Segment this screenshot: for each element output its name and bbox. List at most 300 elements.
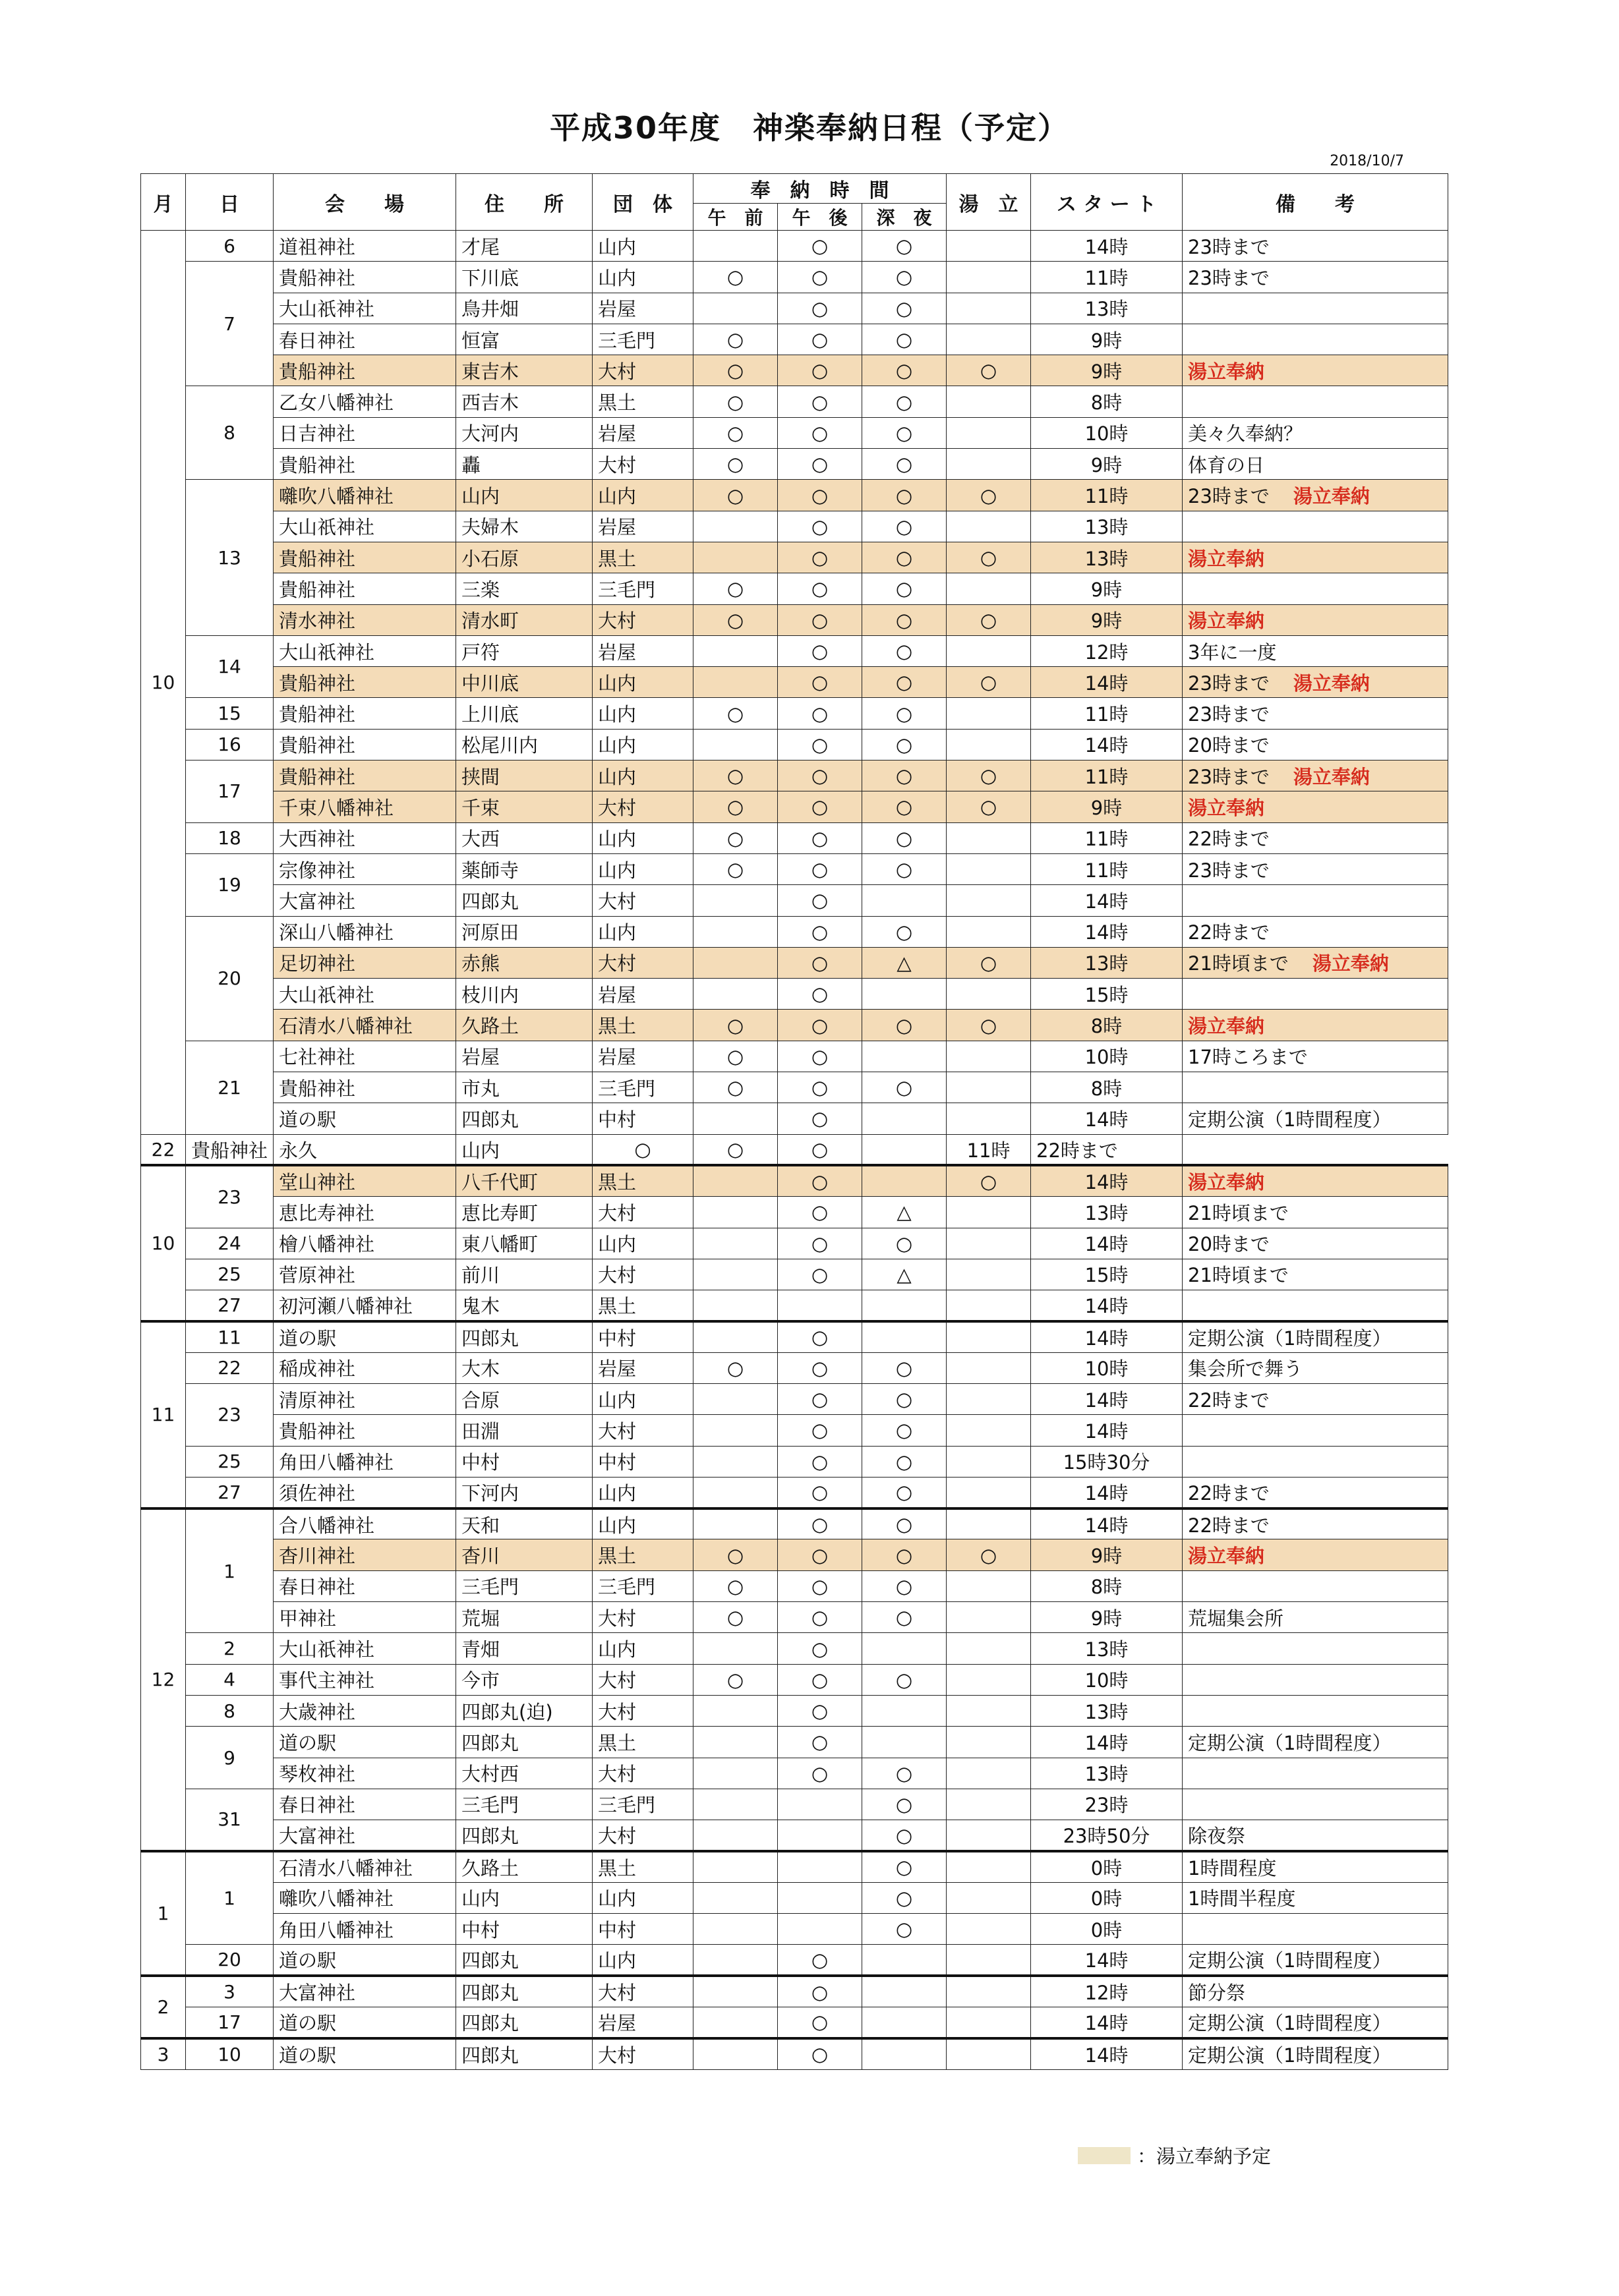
am-mark [693, 635, 778, 666]
night-mark: ○ [862, 1446, 947, 1477]
venue-cell: 道の駅 [274, 1945, 456, 1976]
night-mark: ○ [862, 604, 947, 635]
group-cell: 山内 [593, 853, 693, 884]
notes-cell [1183, 449, 1448, 480]
yutate-mark [947, 2038, 1031, 2069]
start-time-cell: 13時 [1031, 511, 1183, 542]
pm-mark [778, 1914, 862, 1945]
address-cell: 久路土 [456, 1010, 593, 1041]
day-cell: 9 [186, 1727, 274, 1789]
notes-cell [1183, 761, 1448, 791]
group-cell: 黒土 [593, 1727, 693, 1758]
notes-text: 節分祭 [1188, 1982, 1246, 2005]
start-time-cell: 9時 [1031, 1539, 1183, 1570]
start-time-cell: 13時 [1031, 1633, 1183, 1664]
group-cell: 山内 [593, 1945, 693, 1976]
night-mark: ○ [862, 1477, 947, 1508]
notes-text: 荒堀集会所 [1188, 1607, 1284, 1630]
am-mark [693, 1976, 778, 2007]
yutate-mark [947, 1695, 1031, 1726]
address-cell: 東八幡町 [456, 1228, 593, 1259]
address-cell: 青畑 [456, 1633, 593, 1664]
pm-mark: ○ [778, 916, 862, 947]
venue-cell: 事代主神社 [274, 1664, 456, 1695]
notes-text: 23時まで [1188, 765, 1270, 788]
legend-text: ：湯立奉納予定 [1137, 2145, 1272, 2167]
am-mark: ○ [693, 698, 778, 729]
am-mark [693, 947, 778, 978]
night-mark: ○ [862, 1508, 947, 1539]
day-cell: 17 [186, 2007, 274, 2038]
am-mark [693, 885, 778, 916]
night-mark: ○ [862, 1539, 947, 1570]
am-mark [693, 511, 778, 542]
yutate-mark: ○ [947, 355, 1031, 386]
address-cell: 上川底 [456, 698, 593, 729]
am-mark [693, 1758, 778, 1789]
notes-cell [1183, 1602, 1448, 1633]
yutate-mark [947, 698, 1031, 729]
table-row [141, 1602, 1448, 1633]
yutate-mark [947, 262, 1031, 293]
start-time-cell: 13時 [1031, 542, 1183, 573]
am-mark: ○ [693, 355, 778, 386]
address-cell: 千束 [456, 791, 593, 822]
notes-cell [1183, 1976, 1448, 2007]
day-cell: 19 [186, 853, 274, 916]
notes-cell [1183, 885, 1448, 916]
night-mark [862, 2038, 947, 2069]
yutate-mark [947, 1820, 1031, 1851]
address-cell: 前川 [456, 1259, 593, 1290]
night-mark: ○ [862, 293, 947, 324]
notes-cell [1183, 324, 1448, 355]
group-cell: 大村 [593, 1197, 693, 1228]
address-cell: 三毛門 [456, 1789, 593, 1820]
notes-text: 1時間程度 [1188, 1856, 1277, 1880]
venue-cell: 貴船神社 [274, 698, 456, 729]
venue-cell: 囃吹八幡神社 [274, 1882, 456, 1913]
yutate-mark [947, 1882, 1031, 1913]
group-cell: 山内 [593, 262, 693, 293]
pm-mark: ○ [778, 761, 862, 791]
start-time-cell: 14時 [1031, 1228, 1183, 1259]
day-cell: 31 [186, 1789, 274, 1851]
group-cell: 大村 [593, 449, 693, 480]
notes-cell [1183, 1758, 1448, 1789]
yutate-note: 湯立奉納 [1293, 765, 1370, 788]
notes-text: 23時まで [1188, 266, 1270, 289]
am-mark [693, 1882, 778, 1913]
group-cell: 黒土 [593, 1290, 693, 1321]
notes-text: 定期公演（1時間程度） [1188, 2011, 1392, 2034]
pm-mark: ○ [778, 1633, 862, 1664]
am-mark [693, 1259, 778, 1290]
start-time-cell: 14時 [1031, 2007, 1183, 2038]
night-mark [862, 1633, 947, 1664]
day-cell: 2 [186, 1633, 274, 1664]
yutate-mark [947, 1415, 1031, 1446]
address-cell: 中村 [456, 1914, 593, 1945]
address-cell: 鬼木 [456, 1290, 593, 1321]
group-cell: 山内 [593, 1383, 693, 1414]
start-time-cell: 9時 [1031, 1602, 1183, 1633]
address-cell: 赤熊 [456, 947, 593, 978]
yutate-mark: ○ [947, 761, 1031, 791]
header-start: ス タ ー ト [1031, 174, 1183, 231]
table-row [141, 231, 1448, 262]
day-cell: 15 [186, 698, 274, 729]
notes-cell [1183, 355, 1448, 386]
table-row [141, 667, 1448, 698]
start-time-cell: 14時 [1031, 729, 1183, 760]
pm-mark: ○ [778, 1165, 862, 1196]
venue-cell: 春日神社 [274, 1789, 456, 1820]
start-time-cell: 14時 [1031, 1415, 1183, 1446]
group-cell: 大村 [593, 1415, 693, 1446]
table-row [141, 1820, 1448, 1851]
address-cell: 四郎丸 [456, 1820, 593, 1851]
legend [1078, 2142, 1271, 2169]
notes-text: 23時まで [1188, 859, 1270, 882]
header-yutate: 湯 立 [947, 174, 1031, 231]
group-cell: 黒土 [593, 1010, 693, 1041]
address-cell: 枝川内 [456, 979, 593, 1010]
yutate-mark [862, 1134, 947, 1165]
address-cell: 薬師寺 [456, 853, 593, 884]
day-cell: 1 [186, 1851, 274, 1945]
table-row [141, 1477, 1448, 1508]
am-mark: ○ [693, 791, 778, 822]
table-row [141, 324, 1448, 355]
night-mark: ○ [862, 1072, 947, 1103]
table-row [141, 1010, 1448, 1041]
pm-mark: ○ [778, 2007, 862, 2038]
am-mark [693, 1477, 778, 1508]
am-mark [693, 916, 778, 947]
group-cell: 黒土 [593, 542, 693, 573]
venue-cell: 合八幡神社 [274, 1508, 456, 1539]
start-time-cell: 8時 [1031, 1570, 1183, 1601]
notes-text: 21時頃まで [1188, 1201, 1289, 1224]
notes-cell [1183, 791, 1448, 822]
yutate-mark [947, 1477, 1031, 1508]
night-mark: ○ [862, 729, 947, 760]
start-time-cell: 10時 [1031, 1664, 1183, 1695]
night-mark [862, 1103, 947, 1134]
venue-cell: 千束八幡神社 [274, 791, 456, 822]
day-cell: 27 [186, 1477, 274, 1508]
table-row [141, 1695, 1448, 1726]
group-cell: 中村 [593, 1914, 693, 1945]
address-cell: 挟間 [456, 761, 593, 791]
day-cell: 13 [186, 480, 274, 635]
start-time-cell: 14時 [1031, 667, 1183, 698]
group-cell: 黒土 [593, 1539, 693, 1570]
venue-cell: 貴船神社 [274, 262, 456, 293]
table-row [141, 2038, 1448, 2069]
table-row [141, 449, 1448, 480]
venue-cell: 大山祇神社 [274, 293, 456, 324]
yutate-note: 湯立奉納 [1312, 952, 1389, 975]
start-time-cell: 14時 [1031, 1321, 1183, 1352]
notes-cell [1183, 1259, 1448, 1290]
start-time-cell: 11時 [1031, 853, 1183, 884]
notes-text: 22時まで [1188, 1481, 1270, 1505]
pm-mark: ○ [778, 1539, 862, 1570]
notes-text: 22時まで [1036, 1139, 1118, 1162]
start-time-cell: 11時 [1031, 480, 1183, 511]
address-cell: 荒堀 [456, 1602, 593, 1633]
yutate-mark [947, 1789, 1031, 1820]
yutate-mark [947, 822, 1031, 853]
pm-mark: ○ [778, 979, 862, 1010]
am-mark: ○ [593, 1134, 693, 1165]
night-mark: ○ [862, 1352, 947, 1383]
schedule-table [140, 173, 1448, 2070]
table-row [141, 2007, 1448, 2038]
yutate-mark [947, 1727, 1031, 1758]
table-row [141, 791, 1448, 822]
address-cell: 市丸 [456, 1072, 593, 1103]
yutate-mark [947, 573, 1031, 604]
night-mark: ○ [862, 635, 947, 666]
notes-cell [1183, 1539, 1448, 1570]
venue-cell: 貴船神社 [274, 355, 456, 386]
pm-mark: ○ [778, 1041, 862, 1072]
yutate-mark [947, 1914, 1031, 1945]
night-mark [862, 1041, 947, 1072]
yutate-note: 湯立奉納 [1188, 1171, 1265, 1194]
night-mark: ○ [862, 417, 947, 448]
group-cell: 山内 [456, 1134, 593, 1165]
schedule-body [141, 231, 1448, 2070]
start-time-cell: 15時 [1031, 979, 1183, 1010]
am-mark [693, 542, 778, 573]
address-cell: 永久 [274, 1134, 456, 1165]
table-row [141, 1758, 1448, 1789]
venue-cell: 貴船神社 [274, 761, 456, 791]
yutate-mark [947, 1570, 1031, 1601]
pm-mark: ○ [778, 386, 862, 417]
table-row [141, 1041, 1448, 1072]
address-cell: 大河内 [456, 417, 593, 448]
night-mark: ○ [862, 1851, 947, 1882]
notes-cell [1183, 604, 1448, 635]
pm-mark: ○ [778, 449, 862, 480]
group-cell: 岩屋 [593, 417, 693, 448]
table-row [141, 1072, 1448, 1103]
header-night: 深 夜 [862, 204, 947, 231]
notes-cell [1183, 1477, 1448, 1508]
notes-cell [1183, 2007, 1448, 2038]
yutate-mark [947, 231, 1031, 262]
am-mark: ○ [693, 1041, 778, 1072]
venue-cell: 貴船神社 [274, 573, 456, 604]
am-mark [693, 1945, 778, 1976]
address-cell: 久路土 [456, 1851, 593, 1882]
start-time-cell: 8時 [1031, 1072, 1183, 1103]
address-cell: 鳥井畑 [456, 293, 593, 324]
day-cell: 7 [186, 262, 274, 386]
night-mark: ○ [862, 1789, 947, 1820]
am-mark: ○ [693, 1570, 778, 1601]
month-cell: 3 [141, 2038, 186, 2069]
yutate-mark: ○ [947, 1539, 1031, 1570]
night-mark [862, 885, 947, 916]
night-mark: △ [862, 947, 947, 978]
table-row [141, 1914, 1448, 1945]
group-cell: 大村 [593, 947, 693, 978]
day-cell: 6 [186, 231, 274, 262]
night-mark [862, 1945, 947, 1976]
address-cell: 小石原 [456, 542, 593, 573]
pm-mark: ○ [778, 822, 862, 853]
venue-cell: 大山祇神社 [274, 511, 456, 542]
notes-cell [1183, 1415, 1448, 1446]
yutate-mark: ○ [947, 542, 1031, 573]
group-cell: 山内 [593, 822, 693, 853]
table-row [141, 1508, 1448, 1539]
header-venue: 会 場 [274, 174, 456, 231]
pm-mark: ○ [778, 1072, 862, 1103]
group-cell: 山内 [593, 698, 693, 729]
address-cell: 山内 [456, 480, 593, 511]
yutate-mark [947, 1508, 1031, 1539]
venue-cell: 堂山神社 [274, 1165, 456, 1196]
pm-mark: ○ [778, 1727, 862, 1758]
group-cell: 中村 [593, 1321, 693, 1352]
table-row [141, 1259, 1448, 1290]
night-mark: ○ [862, 355, 947, 386]
table-row [141, 1727, 1448, 1758]
am-mark: ○ [693, 853, 778, 884]
table-row [141, 1664, 1448, 1695]
am-mark [693, 729, 778, 760]
start-time-cell: 9時 [1031, 604, 1183, 635]
am-mark [693, 1383, 778, 1414]
venue-cell: 道の駅 [274, 2007, 456, 2038]
start-time-cell: 0時 [1031, 1914, 1183, 1945]
table-row [141, 1134, 1448, 1165]
night-mark: ○ [862, 1882, 947, 1913]
pm-mark: ○ [778, 667, 862, 698]
address-cell: 四郎丸 [456, 885, 593, 916]
notes-cell [1183, 417, 1448, 448]
address-cell: 田淵 [456, 1415, 593, 1446]
address-cell: 三楽 [456, 573, 593, 604]
start-time-cell: 0時 [1031, 1851, 1183, 1882]
start-time-cell: 14時 [1031, 1165, 1183, 1196]
venue-cell: 檜八幡神社 [274, 1228, 456, 1259]
yutate-mark: ○ [947, 667, 1031, 698]
pm-mark: ○ [778, 1508, 862, 1539]
notes-cell [1183, 1072, 1448, 1103]
pm-mark: ○ [778, 1259, 862, 1290]
address-cell: 才尾 [456, 231, 593, 262]
address-cell: 三毛門 [456, 1570, 593, 1601]
am-mark [693, 1695, 778, 1726]
table-row [141, 1197, 1448, 1228]
group-cell: 山内 [593, 916, 693, 947]
notes-cell [1183, 635, 1448, 666]
header-day: 日 [186, 174, 274, 231]
table-row [141, 293, 1448, 324]
pm-mark: ○ [778, 1352, 862, 1383]
start-time-cell: 10時 [1031, 1041, 1183, 1072]
start-time-cell: 14時 [1031, 1727, 1183, 1758]
am-mark [693, 979, 778, 1010]
address-cell: 大村西 [456, 1758, 593, 1789]
address-cell: 西吉木 [456, 386, 593, 417]
group-cell: 三毛門 [593, 573, 693, 604]
month-cell: 1 [141, 1851, 186, 1976]
group-cell: 大村 [593, 2038, 693, 2069]
pm-mark: ○ [778, 542, 862, 573]
pm-mark: ○ [778, 635, 862, 666]
group-cell: 三毛門 [593, 1570, 693, 1601]
yutate-mark: ○ [947, 480, 1031, 511]
venue-cell: 恵比寿神社 [274, 1197, 456, 1228]
pm-mark [778, 1882, 862, 1913]
am-mark: ○ [693, 386, 778, 417]
table-row [141, 979, 1448, 1010]
pm-mark: ○ [778, 1383, 862, 1414]
group-cell: 大村 [593, 355, 693, 386]
yutate-mark: ○ [947, 604, 1031, 635]
am-mark [693, 293, 778, 324]
pm-mark: ○ [778, 231, 862, 262]
group-cell: 黒土 [593, 1851, 693, 1882]
yutate-mark [947, 1976, 1031, 2007]
group-cell: 大村 [593, 1758, 693, 1789]
table-row [141, 1789, 1448, 1820]
venue-cell: 道祖神社 [274, 231, 456, 262]
header-notes: 備 考 [1183, 174, 1448, 231]
start-time-cell: 9時 [1031, 573, 1183, 604]
start-time-cell: 14時 [1031, 1290, 1183, 1321]
address-cell: 河原田 [456, 916, 593, 947]
venue-cell: 大富神社 [274, 885, 456, 916]
start-time-cell: 11時 [1031, 761, 1183, 791]
notes-text: 1時間半程度 [1188, 1887, 1296, 1910]
am-mark [693, 1103, 778, 1134]
group-cell: 岩屋 [593, 511, 693, 542]
night-mark [862, 1165, 947, 1196]
venue-cell: 春日神社 [274, 324, 456, 355]
start-time-cell: 11時 [1031, 822, 1183, 853]
table-row [141, 1321, 1448, 1352]
night-mark [862, 979, 947, 1010]
venue-cell: 囃吹八幡神社 [274, 480, 456, 511]
start-time-cell: 11時 [1031, 698, 1183, 729]
am-mark: ○ [693, 1072, 778, 1103]
venue-cell: 角田八幡神社 [274, 1914, 456, 1945]
group-cell: 黒土 [593, 386, 693, 417]
group-cell: 山内 [593, 667, 693, 698]
group-cell: 山内 [593, 1228, 693, 1259]
yutate-mark [947, 2007, 1031, 2038]
table-row [141, 729, 1448, 760]
group-cell: 岩屋 [593, 293, 693, 324]
address-cell: 下川底 [456, 262, 593, 293]
venue-cell: 杳川神社 [274, 1539, 456, 1570]
month-cell: 11 [141, 1321, 186, 1508]
night-mark: ○ [862, 262, 947, 293]
table-row [141, 542, 1448, 573]
notes-cell [1183, 1633, 1448, 1664]
notes-text: 22時まで [1188, 921, 1270, 944]
